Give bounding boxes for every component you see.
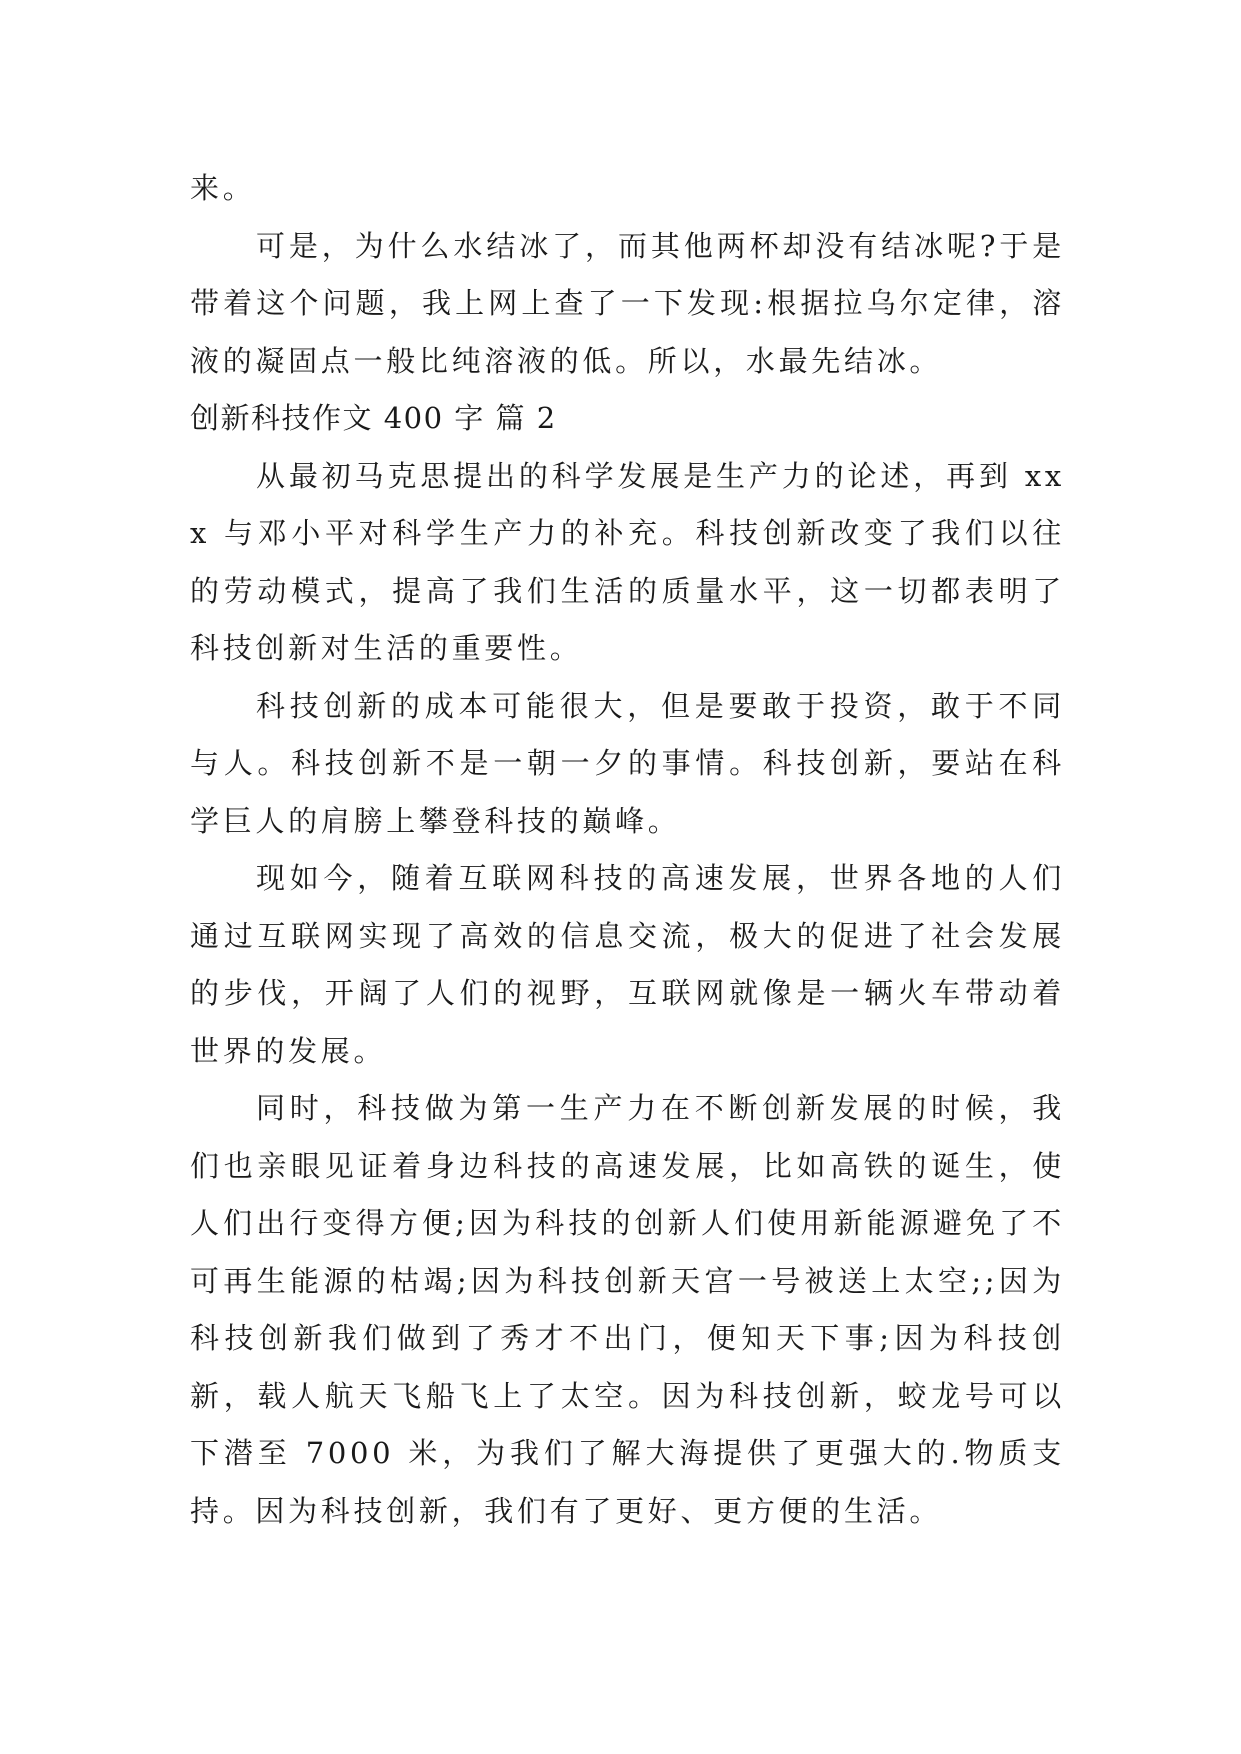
paragraph: 从最初马克思提出的科学发展是生产力的论述，再到 xxx 与邓小平对科学生产力的补充。科技创新改变了我们以往的劳动模式，提高了我们生活的质量水平，这一切都表明了科技创新对生活的重要性。 bbox=[190, 458, 1065, 665]
paragraph: 同时，科技做为第一生产力在不断创新发展的时候，我们也亲眼见证着身边科技的高速发展，比如高铁的诞生，使人们出行变得方便;因为科技的创新人们使用新能源避免了不可再生能源的枯竭;因为科技创新天宫一号被送上太空;;因为科技创新我们做到了秀才不出门，便知天下事;因为科技创新，载人航天飞船飞上了太空。因为科技创新，蛟龙号可以下潜至 7000 米，为我们了解大海提供了更强大的.物质支持。因为科技创新，我们有了更好、更方便的生活。 bbox=[190, 1091, 1065, 1528]
document-body bbox=[190, 160, 1065, 1540]
paragraph: 可是，为什么水结冰了，而其他两杯却没有结冰呢?于是带着这个问题，我上网上查了一下发现:根据拉乌尔定律，溶液的凝固点一般比纯溶液的低。所以，水最先结冰。 bbox=[190, 228, 1065, 378]
paragraph: 现如今，随着互联网科技的高速发展，世界各地的人们通过互联网实现了高效的信息交流，极大的促进了社会发展的步伐，开阔了人们的视野，互联网就像是一辆火车带动着世界的发展。 bbox=[190, 861, 1065, 1068]
section-heading: 创新科技作文 400 字 篇 2 bbox=[190, 401, 557, 435]
paragraph: 科技创新的成本可能很大，但是要敢于投资，敢于不同与人。科技创新不是一朝一夕的事情。科技创新，要站在科学巨人的肩膀上攀登科技的巅峰。 bbox=[190, 688, 1065, 838]
paragraph-continued: 来。 bbox=[190, 171, 256, 205]
